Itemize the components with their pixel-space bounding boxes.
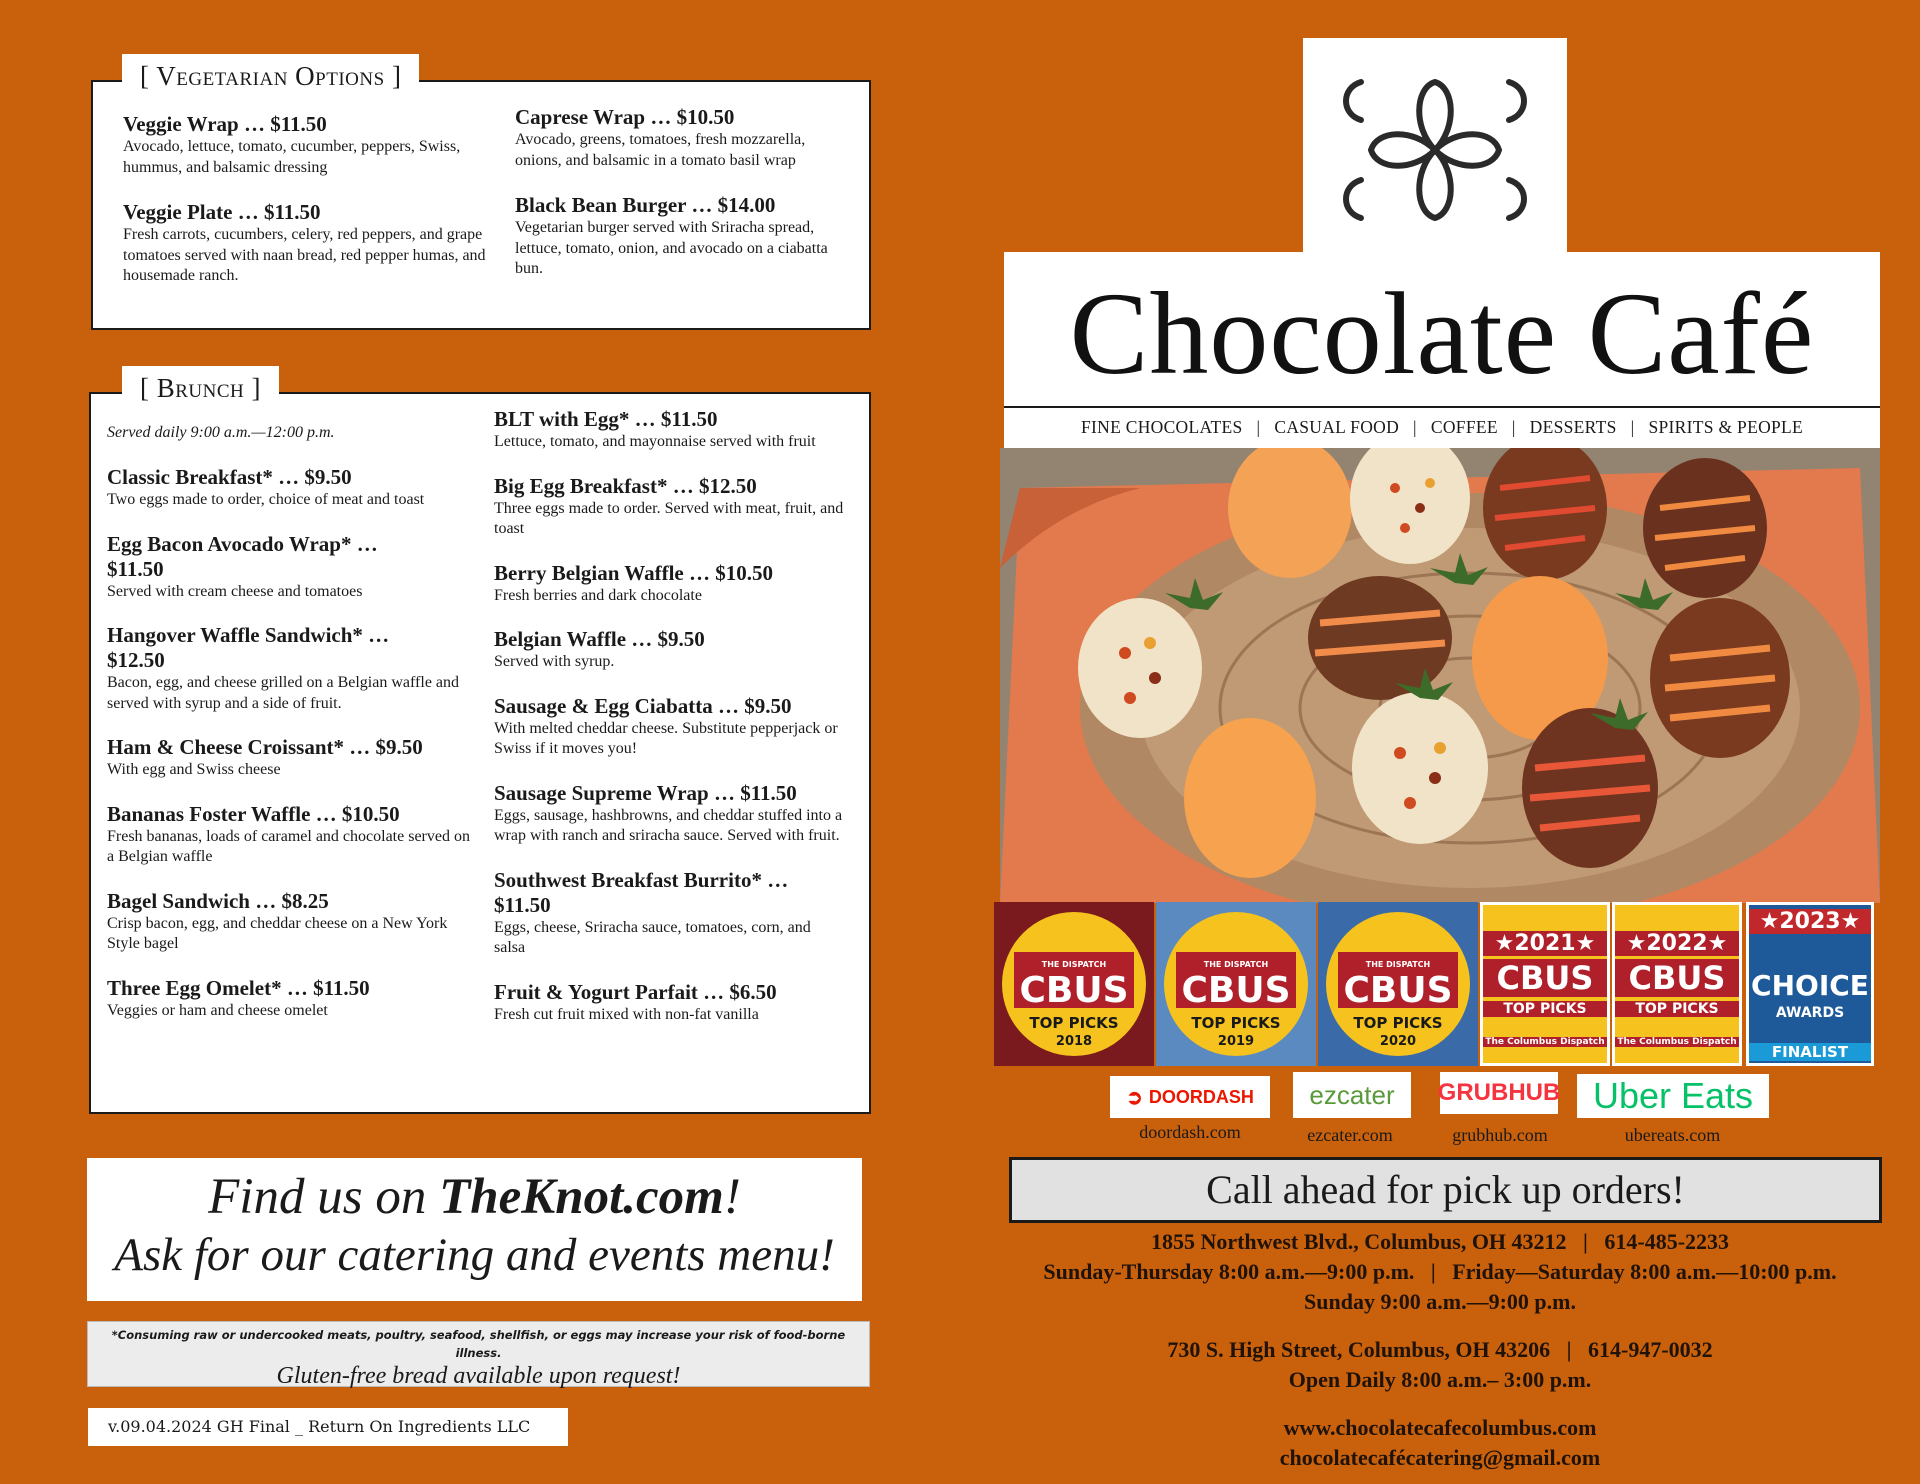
location-2-address: 730 S. High Street, Columbus, OH 43206 | 614-947-0032	[1167, 1337, 1713, 1362]
award-year: FINALIST	[1749, 1043, 1871, 1061]
menu-item: BLT with Egg* … $11.50 Lettuce, tomato, and mayonnaise served with fruit	[494, 407, 816, 450]
strawberries-illustration	[1000, 448, 1880, 903]
grubhub-logo[interactable]: GRUBHUB	[1440, 1072, 1558, 1114]
version-label: v.09.04.2024 GH Final _ Return On Ingredients LLC	[88, 1408, 568, 1446]
ezcater-logo[interactable]: ezcater	[1293, 1072, 1411, 1118]
vegetarian-right-column	[515, 105, 855, 296]
location-1-sunday-hours: Sunday 9:00 a.m.—9:00 p.m.	[1304, 1289, 1576, 1314]
website-link[interactable]: www.chocolatecafecolumbus.com	[1283, 1415, 1597, 1440]
award-badge	[1746, 902, 1874, 1066]
menu-item: Fruit & Yogurt Parfait … $6.50 Fresh cut fruit mixed with non-fat vanilla	[494, 979, 777, 1023]
gluten-free-note: Gluten-free bread available upon request!	[276, 1363, 681, 1389]
doordash-logo[interactable]: ➲ DOORDASH	[1110, 1076, 1270, 1118]
brunch-left-column	[107, 423, 477, 1037]
menu-item: Southwest Breakfast Burrito* … $11.50 Eggs, cheese, Sriracha sauce, tomatoes, corn, and salsa	[494, 867, 811, 956]
vegetarian-left-column	[123, 112, 495, 303]
chocolate-strawberries-photo	[1000, 448, 1880, 903]
award-label: ★2022★	[1615, 931, 1739, 956]
award-sub: TOP PICKS	[1353, 1014, 1443, 1032]
award-brand: CBUS	[1181, 970, 1291, 1011]
location-1-hours: Sunday-Thursday 8:00 a.m.—9:00 p.m. | Friday—Saturday 8:00 a.m.—10:00 p.m.	[1043, 1259, 1837, 1284]
award-year: 2020	[1379, 1034, 1417, 1049]
theknot-link[interactable]: TheKnot.com	[439, 1169, 724, 1225]
email-link[interactable]: chocolatecafécatering@gmail.com	[1279, 1445, 1601, 1470]
award-badge	[1156, 902, 1316, 1066]
page-title: Chocolate Café	[1069, 268, 1815, 399]
award-year: 2019	[1217, 1034, 1255, 1049]
menu-item: Three Egg Omelet* … $11.50 Veggies or ham and cheese omelet	[107, 975, 370, 1019]
location-2-hours: Open Daily 8:00 a.m.– 3:00 p.m.	[1288, 1367, 1592, 1392]
ornamental-flower-icon	[1303, 38, 1567, 258]
award-label: ★2021★	[1483, 931, 1607, 956]
award-label: THE DISPATCH	[1203, 960, 1269, 969]
menu-item: Belgian Waffle … $9.50 Served with syrup.	[494, 627, 705, 670]
locations-block	[990, 1227, 1890, 1473]
menu-item: Hangover Waffle Sandwich* … $12.50 Bacon, egg, and cheese grilled on a Belgian waffle and served with syrup and a side of fruit.	[107, 623, 460, 712]
ubereats-logo[interactable]: Uber Eats	[1577, 1074, 1769, 1118]
award-badge	[994, 902, 1154, 1066]
award-label: THE DISPATCH	[1365, 960, 1431, 969]
menu-item: Caprese Wrap … $10.50 Avocado, greens, tomatoes, fresh mozzarella, onions, and balsamic in a tomato basil wrap	[515, 105, 806, 169]
call-ahead-banner: Call ahead for pick up orders!	[1009, 1157, 1882, 1223]
food-safety-warning: *Consuming raw or undercooked meats, poultry, seafood, shellfish, or eggs may increase your risk of food-borne illness.	[111, 1328, 846, 1360]
doordash-link[interactable]: doordash.com	[1139, 1122, 1241, 1142]
brand-header	[1004, 252, 1880, 448]
award-year: 2018	[1055, 1034, 1093, 1049]
logo-box	[1303, 38, 1567, 258]
award-publisher: The Columbus Dispatch	[1615, 1037, 1739, 1047]
menu-item: Ham & Cheese Croissant* … $9.50 With egg and Swiss cheese	[107, 735, 423, 778]
award-badge	[1480, 902, 1610, 1066]
award-brand: CBUS	[1483, 959, 1607, 997]
ezcater-link[interactable]: ezcater.com	[1307, 1125, 1393, 1145]
location-1-address: 1855 Northwest Blvd., Columbus, OH 43212 | 614-485-2233	[1150, 1229, 1730, 1254]
award-sub: AWARDS	[1775, 1005, 1845, 1021]
award-label: ★2023★	[1749, 909, 1871, 934]
promo-line-2: Ask for our catering and events menu!	[114, 1229, 835, 1281]
menu-item: Sausage Supreme Wrap … $11.50 Eggs, sausage, hashbrowns, and cheddar stuffed into a wrap with ranch and sriracha sauce. Served with fruit.	[494, 780, 843, 844]
tagline: FINE CHOCOLATES | CASUAL FOOD | COFFEE | DESSERTS | SPIRITS & PEOPLE	[1080, 417, 1804, 437]
brunch-title: [ Brunch ]	[122, 366, 279, 410]
award-badge	[1318, 902, 1478, 1066]
allergy-note-box	[87, 1321, 870, 1387]
awards-row	[994, 902, 1874, 1066]
menu-item: Big Egg Breakfast* … $12.50 Three eggs made to order. Served with meat, fruit, and toast	[494, 473, 844, 537]
menu-item: Berry Belgian Waffle … $10.50 Fresh berries and dark chocolate	[494, 560, 773, 604]
grubhub-link[interactable]: grubhub.com	[1452, 1125, 1548, 1145]
theknot-promo	[87, 1158, 862, 1301]
title-divider	[1004, 406, 1880, 408]
brunch-hours: Served daily 9:00 a.m.—12:00 p.m.	[107, 424, 335, 441]
promo-line-1: Find us on TheKnot.com!	[208, 1169, 741, 1225]
menu-item: Veggie Wrap … $11.50 Avocado, lettuce, tomato, cucumber, peppers, Swiss, hummus, and balsamic dressing	[123, 112, 461, 176]
menu-item: Bananas Foster Waffle … $10.50 Fresh bananas, loads of caramel and chocolate served on a Belgian waffle	[107, 801, 470, 865]
award-sub: TOP PICKS	[1029, 1014, 1119, 1032]
vegetarian-title: [ Vegetarian Options ]	[122, 54, 419, 98]
brunch-right-column	[494, 407, 849, 1041]
menu-item: Sausage & Egg Ciabatta … $9.50 With melted cheddar cheese. Substitute pepperjack or Swiss if it moves you!	[494, 693, 838, 757]
menu-item: Black Bean Burger … $14.00 Vegetarian burger served with Sriracha spread, lettuce, tomato, onion, and avocado on a ciabatta bun.	[515, 193, 828, 277]
award-label: THE DISPATCH	[1041, 960, 1107, 969]
award-sub: TOP PICKS	[1483, 1001, 1607, 1017]
ubereats-link[interactable]: ubereats.com	[1624, 1125, 1721, 1145]
menu-item: Bagel Sandwich … $8.25 Crisp bacon, egg, and cheddar cheese on a New York Style bagel	[107, 888, 448, 952]
menu-item: Egg Bacon Avocado Wrap* … $11.50 Served with cream cheese and tomatoes	[107, 531, 378, 600]
doordash-icon: ➲	[1126, 1086, 1143, 1109]
menu-item: Veggie Plate … $11.50 Fresh carrots, cucumbers, celery, red peppers, and grape tomatoes served with naan bread, red pepper humas, and housemade ranch.	[123, 200, 486, 284]
menu-item: Classic Breakfast* … $9.50 Two eggs made to order, choice of meat and toast	[107, 465, 425, 508]
award-brand: CBUS	[1343, 970, 1453, 1011]
award-sub: TOP PICKS	[1191, 1014, 1281, 1032]
award-badge	[1612, 902, 1742, 1066]
award-publisher: The Columbus Dispatch	[1483, 1037, 1607, 1047]
award-brand: CBUS	[1019, 970, 1129, 1011]
award-brand: CBUS	[1615, 959, 1739, 997]
award-sub: TOP PICKS	[1615, 1001, 1739, 1017]
award-brand: CHOICE	[1751, 969, 1869, 1002]
